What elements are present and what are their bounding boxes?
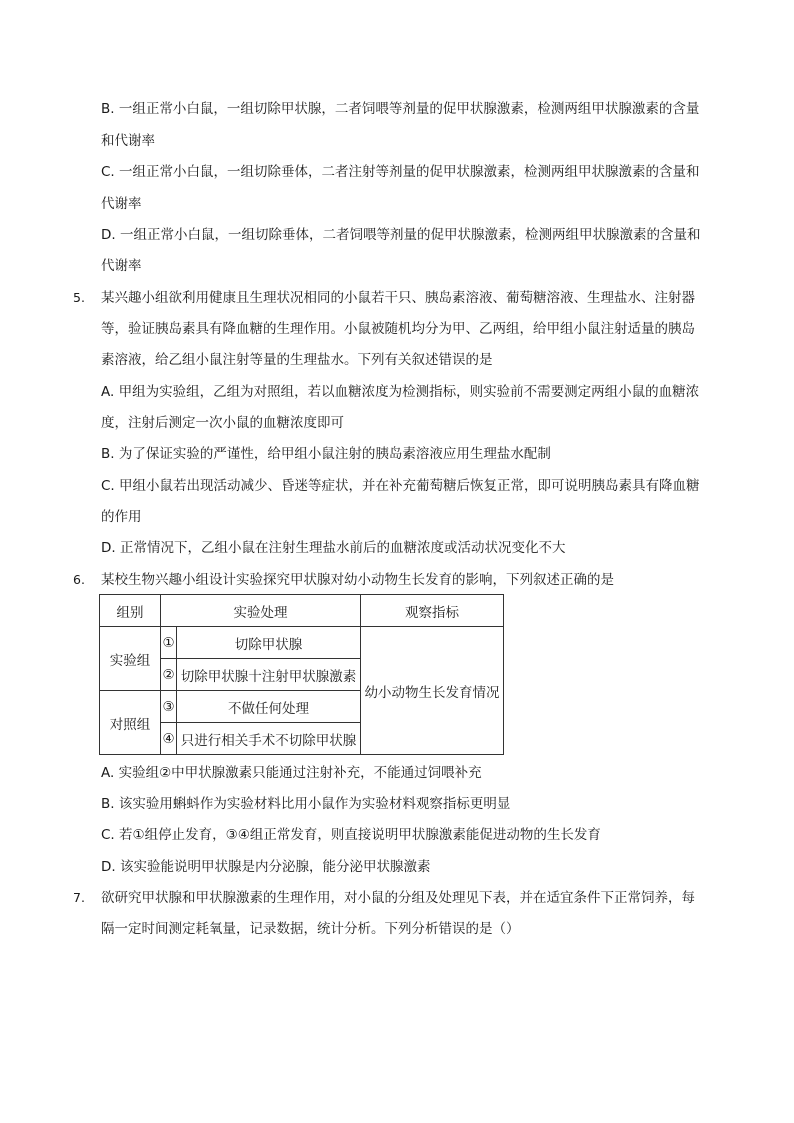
q5-option-c-line2: 的作用	[101, 509, 142, 525]
table-row	[100, 627, 504, 659]
treatment-1: 切除甲状腺	[177, 627, 361, 659]
q4-option-b-line2: 和代谢率	[101, 133, 155, 149]
q5-option-a-line1: A. 甲组为实验组，乙组为对照组，若以血糖浓度为检测指标，则实验前不需要测定两组小鼠的血糖浓	[101, 384, 700, 400]
row-index-2: ②	[161, 659, 177, 691]
q6-option-d: D. 该实验能说明甲状腺是内分泌腺，能分泌甲状腺激素	[101, 859, 431, 875]
q6-option-a: A. 实验组②中甲状腺激素只能通过注射补充，不能通过饲喂补充	[101, 765, 482, 781]
row-index-4: ④	[161, 723, 177, 755]
q5-stem-line2: 等，验证胰岛素具有降血糖的生理作用。小鼠被随机均分为甲、乙两组，给甲组小鼠注射适量的胰岛	[101, 321, 695, 337]
group-control: 对照组	[100, 691, 161, 755]
q5-option-a-line2: 度，注射后测定一次小鼠的血糖浓度即可	[101, 415, 344, 431]
q7-number: 7.	[73, 890, 85, 905]
q5-number: 5.	[73, 290, 85, 305]
q5-stem-line3: 素溶液，给乙组小鼠注射等量的生理盐水。下列有关叙述错误的是	[101, 352, 493, 368]
header-treatment: 实验处理	[161, 595, 361, 627]
q6-option-b: B. 该实验用蝌蚪作为实验材料比用小鼠作为实验材料观察指标更明显	[101, 796, 511, 812]
header-observation: 观察指标	[361, 595, 504, 627]
q5-option-d: D. 正常情况下，乙组小鼠在注射生理盐水前后的血糖浓度或活动状况变化不大	[101, 540, 566, 556]
q5-option-b: B. 为了保证实验的严谨性，给甲组小鼠注射的胰岛素溶液应用生理盐水配制	[101, 446, 551, 462]
row-index-1: ①	[161, 627, 177, 659]
row-index-3: ③	[161, 691, 177, 723]
q4-option-d-line2: 代谢率	[101, 258, 142, 274]
q5-option-c-line1: C. 甲组小鼠若出现活动减少、昏迷等症状，并在补充葡萄糖后恢复正常，即可说明胰岛素具有降血糖	[101, 478, 700, 494]
q7-stem-line2: 隔一定时间测定耗氧量，记录数据，统计分析。下列分析错误的是（）	[101, 921, 520, 937]
treatment-3: 不做任何处理	[177, 691, 361, 723]
table-header-row	[100, 595, 504, 627]
header-group: 组别	[100, 595, 161, 627]
q6-option-c: C. 若①组停止发育，③④组正常发育，则直接说明甲状腺激素能促进动物的生长发育	[101, 827, 601, 843]
q7-stem-line1: 欲研究甲状腺和甲状腺激素的生理作用，对小鼠的分组及处理见下表，并在适宜条件下正常饲养，每	[101, 890, 695, 906]
observation-cell: 幼小动物生长发育情况	[361, 627, 504, 755]
q6-number: 6.	[73, 572, 85, 587]
experiment-table	[99, 594, 504, 755]
treatment-2: 切除甲状腺十注射甲状腺激素	[177, 659, 361, 691]
q6-stem: 某校生物兴趣小组设计实验探究甲状腺对幼小动物生长发育的影响，下列叙述正确的是	[101, 572, 614, 588]
q4-option-c-line1: C. 一组正常小白鼠，一组切除垂体，二者注射等剂量的促甲状腺激素，检测两组甲状腺激素的含量和	[101, 164, 700, 180]
q4-option-c-line2: 代谢率	[101, 196, 142, 212]
treatment-4: 只进行相关手术不切除甲状腺	[177, 723, 361, 755]
q4-option-b-line1: B. 一组正常小白鼠，一组切除甲状腺，二者饲喂等剂量的促甲状腺激素，检测两组甲状腺激素的含量	[101, 101, 700, 117]
q4-option-d-line1: D. 一组正常小白鼠，一组切除垂体，二者饲喂等剂量的促甲状腺激素，检测两组甲状腺激素的含量和	[101, 227, 701, 243]
group-experiment: 实验组	[100, 627, 161, 691]
q5-stem-line1: 某兴趣小组欲利用健康且生理状况相同的小鼠若干只、胰岛素溶液、葡萄糖溶液、生理盐水、注射器	[101, 290, 695, 306]
